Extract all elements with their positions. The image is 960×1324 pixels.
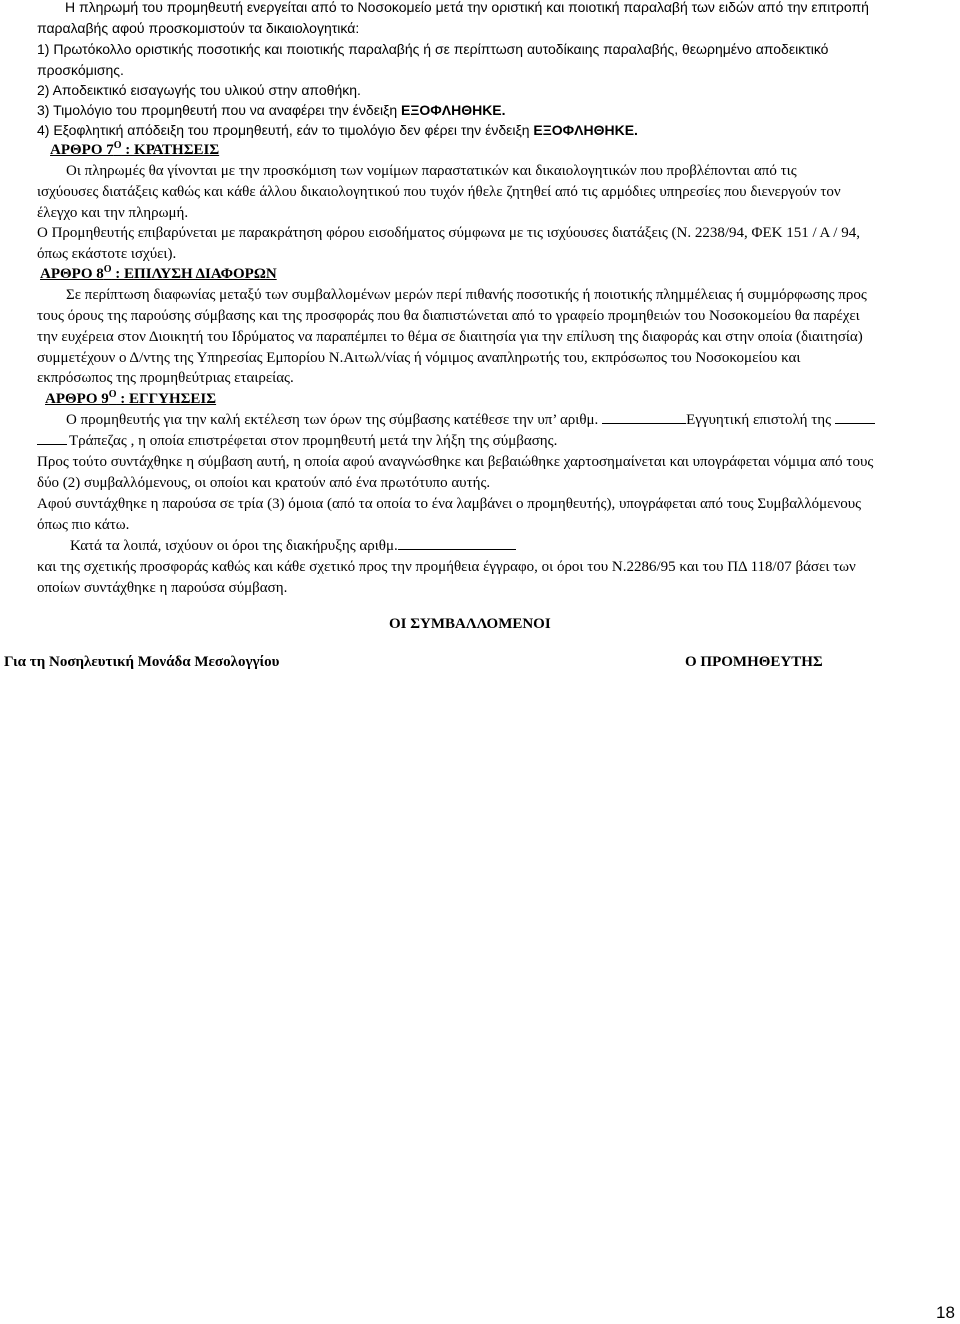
guarantee-letter-text: Εγγυητική επιστολή της bbox=[686, 412, 835, 428]
article-9-line-7 bbox=[70, 536, 516, 556]
article-9-line-3: Προς τούτο συντάχθηκε η σύμβαση αυτή, η οποία αφού αναγνώσθηκε και βεβαιώθηκε χαρτοσημαίνεται και υπογράφεται νόμιμα από τους bbox=[37, 454, 874, 470]
article-8-line-1: Σε περίπτωση διαφωνίας μεταξύ των συμβαλλομένων μερών περί πιθανής ποσοτικής ή ποιοτικής πλημμέλειας ή συμμόρφωσης προς bbox=[66, 287, 867, 303]
paid-mark: ΕΞΟΦΛΗΘΗΚΕ. bbox=[533, 122, 638, 138]
supplier-signatory: Ο ΠΡΟΜΗΘΕΥΤΗΣ bbox=[685, 654, 823, 670]
article-9-line-8: και της σχετικής προσφοράς καθώς και κάθε σχετικό προς την προμήθεια έγγραφο, οι όροι του Ν.2286/95 και του ΠΔ 118/07 βάσει των bbox=[37, 559, 856, 575]
article-7-line-1: Οι πληρωμές θα γίνονται με την προσκόμιση των νομίμων παραστατικών και δικαιολογητικών που προβλέπονται από τις bbox=[66, 163, 797, 179]
paid-mark: ΕΞΟΦΛΗΘΗΚΕ. bbox=[401, 102, 506, 118]
hospital-signatory: Για τη Νοσηλευτική Μονάδα Μεσολογγίου bbox=[4, 654, 280, 670]
article-7-line-2: ισχύουσες διατάξεις καθώς και κάθε άλλου δικαιολογητικού που τυχόν ήθελε ζητηθεί από τις αρμόδιες υπηρεσίες που διενεργούν τον bbox=[37, 184, 841, 200]
payment-line-2: παραλαβής αφού προσκομιστούν τα δικαιολογητικά: bbox=[37, 20, 360, 36]
article-7-heading bbox=[50, 140, 219, 160]
article-9-line-5: Αφού συντάχθηκε η παρούσα σε τρία (3) όμοια (από τα οποία το ένα λαμβάνει ο προμηθευτής), υπογράφεται από τους Συμβαλλόμενους bbox=[37, 496, 862, 512]
payment-item-1: 1) Πρωτόκολλο οριστικής ποσοτικής και ποιοτικής παραλαβής ή σε περίπτωση αυτοδίκαιης παραλαβής, θεωρημένο αποδεικτικό bbox=[37, 41, 829, 57]
article-9-line-6: όπως πιο κάτω. bbox=[37, 517, 130, 533]
bank-name-blank-cont bbox=[37, 432, 67, 445]
article-8-heading bbox=[40, 264, 277, 284]
article-9-number: ΑΡΘΡΟ 9 bbox=[45, 391, 109, 407]
ordinal-mark: Ο bbox=[108, 389, 117, 400]
article-9-line-7-text: Κατά τα λοιπά, ισχύουν οι όροι της διακήρυξης αριθμ. bbox=[70, 538, 398, 554]
tender-number-blank bbox=[398, 537, 516, 550]
article-7-line-4: Ο Προμηθευτής επιβαρύνεται με παρακράτηση φόρου εισοδήματος σύμφωνα με τις ισχύουσες διατάξεις (Ν. 2238/94, ΦΕΚ 151 / Α / 94, bbox=[37, 225, 860, 241]
payment-item-1-cont: προσκόμισης. bbox=[37, 62, 124, 78]
article-9-title: : ΕΓΓΥΗΣΕΙΣ bbox=[116, 391, 217, 407]
payment-item-4 bbox=[37, 120, 638, 140]
payment-item-3 bbox=[37, 100, 506, 120]
article-8-line-4: συμμετέχουν ο Δ/ντης της Υπηρεσίας Εμπορίου Ν.Αιτωλ/νίας ή νόμιμος αναπληρωτής του, εκπρόσωπος του Νοσοκομείου και bbox=[37, 350, 801, 366]
article-8-line-5: εκπρόσωπος της προμηθεύτριας εταιρείας. bbox=[37, 370, 294, 386]
ordinal-mark: Ο bbox=[103, 264, 112, 275]
article-9-line-9: οποίων συντάχθηκε η παρούσα σύμβαση. bbox=[37, 580, 288, 596]
parties-heading: ΟΙ ΣΥΜΒΑΛΛΟΜΕΝΟΙ bbox=[389, 616, 551, 632]
payment-line-1: Η πληρωμή του προμηθευτή ενεργείται από το Νοσοκομείο μετά την οριστική και ποιοτική παραλαβή των ειδών από την επιτροπή bbox=[65, 0, 869, 15]
article-7-line-3: έλεγχο και την πληρωμή. bbox=[37, 205, 189, 221]
article-7-title: : ΚΡΑΤΗΣΕΙΣ bbox=[121, 142, 220, 158]
payment-item-3-text: 3) Τιμολόγιο του προμηθευτή που να αναφέρει την ένδειξη bbox=[37, 102, 402, 118]
payment-item-4-text: 4) Εξοφλητική απόδειξη του προμηθευτή, εάν το τιμολόγιο δεν φέρει την ένδειξη bbox=[37, 122, 534, 138]
ordinal-mark: Ο bbox=[113, 140, 122, 151]
payment-item-2: 2) Αποδεικτικό εισαγωγής του υλικού στην αποθήκη. bbox=[37, 82, 361, 98]
page-number: 18 bbox=[936, 1303, 955, 1322]
article-9-line-4: δύο (2) συμβαλλόμενους, οι οποίοι και κρατούν από ένα πρωτότυπο αυτής. bbox=[37, 475, 491, 491]
guarantee-number-blank bbox=[602, 411, 686, 424]
article-9-line-2-text: Τράπεζας , η οποία επιστρέφεται στον προμηθευτή μετά την λήξη της σύμβασης. bbox=[69, 433, 558, 449]
article-7-line-5: όπως εκάστοτε ισχύει). bbox=[37, 246, 177, 262]
article-9-line-2 bbox=[37, 431, 557, 451]
bank-name-blank bbox=[835, 411, 875, 424]
article-8-line-2: τους όρους της παρούσης σύμβασης και της προσφοράς που θα διαπιστώνεται από το γραφείο προμηθειών του Νοσοκομείου θα παρέχει bbox=[37, 308, 860, 324]
article-8-number: ΑΡΘΡΟ 8 bbox=[40, 266, 104, 282]
guarantee-text: Ο προμηθευτής για την καλή εκτέλεση των όρων της σύμβασης κατέθεσε την υπ’ αριθμ. bbox=[66, 412, 603, 428]
article-8-title: : ΕΠΙΛΥΣΗ ΔΙΑΦΟΡΩΝ bbox=[111, 266, 277, 282]
article-9-heading bbox=[45, 389, 216, 409]
article-8-line-3: την ευχέρεια στον Διοικητή του Ιδρύματος να παραπέμπει το θέμα σε διαιτησία για την επίλυση της διαφοράς και στην οποία (διαιτησία) bbox=[37, 329, 863, 345]
article-7-number: ΑΡΘΡΟ 7 bbox=[50, 142, 114, 158]
article-9-line-1 bbox=[66, 410, 875, 430]
